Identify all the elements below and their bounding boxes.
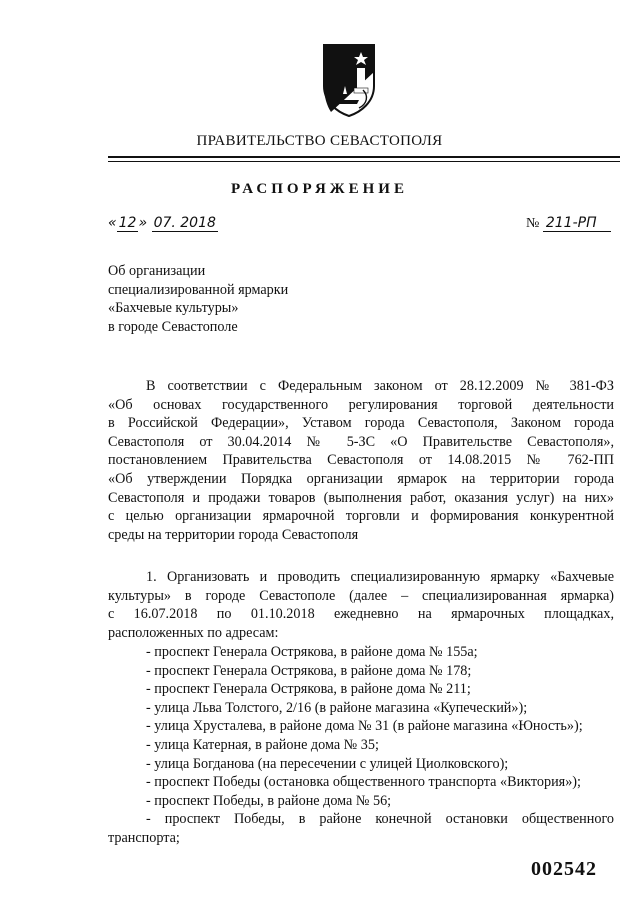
- header-rule-thin: [108, 161, 620, 162]
- document-type: РАСПОРЯЖЕНИЕ: [231, 181, 408, 197]
- preamble-line: «Об утверждении Порядка организации ярмарок на территории города: [108, 470, 614, 487]
- subject-line: Об организации: [108, 263, 206, 279]
- preamble-line: Севастополя от 30.04.2014 № 5-ЗС «О Правительстве Севастополя»,: [108, 433, 614, 450]
- address-item: - проспект Генерала Острякова, в районе дома № 211;: [146, 681, 471, 698]
- number-sign: №: [526, 216, 540, 231]
- address-item: - проспект Победы (остановка общественного транспорта «Виктория»);: [146, 774, 581, 791]
- address-item: - проспект Генерала Острякова, в районе дома № 178;: [146, 662, 472, 679]
- header-rule-thick: [108, 156, 620, 158]
- address-item-line: - проспект Победы, в районе конечной остановки общественного: [146, 811, 614, 828]
- preamble-paragraph: [108, 377, 614, 544]
- preamble-line: постановлением Правительства Севастополя от 14.08.2015 № 762-ПП: [108, 452, 614, 469]
- preamble-line: с целью организации ярмарочной торговли и формирования конкурентной: [108, 508, 614, 525]
- document-date: [108, 215, 218, 231]
- subject-line: специализированной ярмарки: [108, 281, 289, 298]
- address-item-last: [108, 810, 614, 847]
- document-subject: [108, 262, 288, 337]
- preamble-line: в Российской Федерации», Уставом города Севастополя, Законом города: [108, 415, 614, 432]
- government-title: ПРАВИТЕЛЬСТВО СЕВАСТОПОЛЯ: [196, 133, 443, 149]
- address-item: - улица Катерная, в районе дома № 35;: [146, 736, 379, 753]
- date-open-quote: «: [108, 215, 117, 231]
- preamble-line: среды на территории города Севастополя: [108, 526, 359, 543]
- point-1-paragraph: [108, 568, 614, 642]
- point-1-line: расположенных по адресам:: [108, 624, 279, 641]
- fair-address-list: [108, 643, 614, 848]
- address-item: - улица Льва Толстого, 2/16 (в районе магазина «Купеческий»);: [146, 699, 528, 716]
- address-item: - проспект Генерала Острякова, в районе дома № 155а;: [146, 644, 478, 660]
- preamble-line: В соответствии с Федеральным законом от 28.12.2009 № 381-ФЗ: [146, 378, 614, 394]
- point-1-line: 1. Организовать и проводить специализированную ярмарку «Бахчевые: [146, 569, 614, 585]
- preamble-line: «Об основах государственного регулирования торговой деятельности: [108, 396, 614, 413]
- address-item: - проспект Победы, в районе дома № 56;: [146, 792, 392, 809]
- date-month-year: 07. 2018: [153, 215, 216, 231]
- date-day: 12: [118, 215, 137, 231]
- date-close-quote: »: [138, 215, 148, 231]
- address-item-continuation: транспорта;: [108, 829, 180, 846]
- number-value: 211-РП: [543, 215, 611, 232]
- form-serial-number: 002542: [531, 858, 597, 880]
- point-1-line: с 16.07.2018 по 01.10.2018 ежедневно на ярмарочных площадках,: [108, 606, 614, 623]
- point-1-line: культуры» в городе Севастополе (далее – специализированная ярмарка): [108, 587, 614, 604]
- subject-line: «Бахчевые культуры»: [108, 300, 239, 317]
- sevastopol-coat-of-arms-icon: [321, 42, 377, 118]
- address-item: - улица Хрусталева, в районе дома № 31 (в районе магазина «Юность»);: [146, 718, 583, 735]
- address-item: - улица Богданова (на пересечении с улицей Циолковского);: [146, 755, 509, 772]
- document-number: [526, 215, 611, 232]
- subject-line: в городе Севастополе: [108, 319, 238, 336]
- preamble-line: Севастополя и продажи товаров (выполнения работ, оказания услуг) на них»: [108, 489, 614, 506]
